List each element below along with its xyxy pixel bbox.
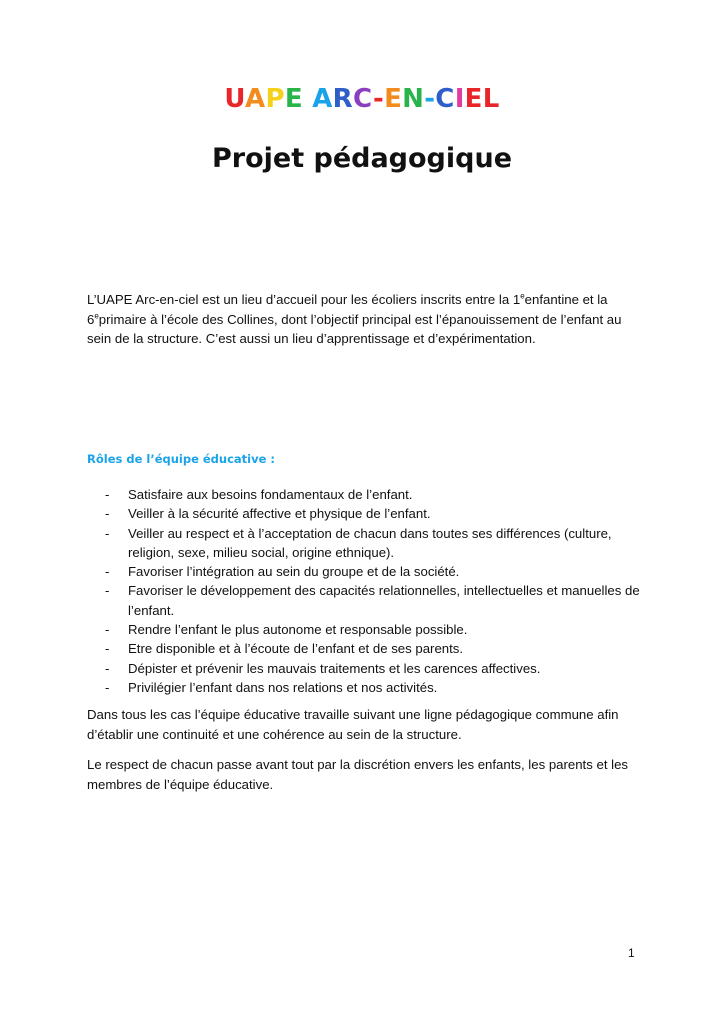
title-letter: P — [265, 84, 285, 114]
role-item — [87, 620, 647, 639]
intro-paragraph — [87, 290, 647, 349]
role-item-text: Favoriser le développement des capacités relationnelles, intellectuelles et manuelles de l’enfant. — [128, 583, 640, 618]
title-letter: R — [332, 84, 353, 114]
paragraph-discretion: Le respect de chacun passe avant tout par la discrétion envers les enfants, les parents et les membres de l’équipe éducative. — [87, 757, 629, 792]
role-item — [87, 678, 647, 697]
page-number: 1 — [628, 946, 635, 960]
title-letter: I — [454, 84, 465, 114]
role-item — [87, 659, 647, 678]
bullet-dash: - — [105, 679, 110, 695]
bullet-dash: - — [105, 506, 110, 522]
roles-list — [87, 485, 647, 697]
title-letter: - — [372, 84, 385, 114]
title-letter: E — [464, 84, 483, 114]
document-subtitle: Projet pédagogique — [211, 143, 513, 174]
bullet-dash: - — [105, 564, 110, 580]
bullet-dash: - — [105, 641, 110, 657]
role-item-text: Privilégier l’enfant dans nos relations et nos activités. — [128, 679, 438, 695]
title-letter: E — [284, 84, 303, 114]
document-title — [0, 84, 724, 114]
bullet-dash: - — [105, 622, 110, 638]
title-letter: E — [384, 84, 403, 114]
role-item — [87, 562, 647, 581]
title-letter: C — [353, 84, 373, 114]
title-letter: L — [482, 84, 500, 114]
title-letter — [303, 84, 312, 114]
intro-superscript-1: e — [520, 291, 525, 301]
role-item-text: Rendre l’enfant le plus autonome et responsable possible. — [128, 622, 468, 638]
title-letter: A — [312, 84, 333, 114]
intro-text-part3: primaire à l’école des Collines, dont l’objectif principal est l’épanouissement de l’enfant au sein de la structure. C’est aussi un lieu d’apprentissage et d’expérimentation. — [87, 311, 622, 346]
role-item-text: Satisfaire aux besoins fondamentaux de l’enfant. — [128, 487, 413, 502]
intro-text-part2: enfantine et la 6 — [87, 292, 608, 327]
role-item — [87, 485, 647, 504]
title-letter: - — [424, 84, 436, 114]
title-letter: C — [435, 84, 455, 114]
role-item — [87, 639, 647, 658]
role-item-text: Veiller au respect et à l’acceptation de chacun dans toutes ses différences (culture, religion, sexe, milieu social, origine ethnique). — [128, 525, 612, 560]
bullet-dash: - — [105, 660, 110, 676]
role-item-text: Etre disponible et à l’écoute de l’enfant et de ses parents. — [128, 641, 464, 657]
intro-text-part1: L’UAPE Arc-en-ciel est un lieu d’accueil pour les écoliers inscrits entre la 1 — [87, 292, 521, 307]
paragraph-pedagogical-line: Dans tous les cas l’équipe éducative travaille suivant une ligne pédagogique commune afin d’établir une continuité et une cohérence au sein de la structure. — [87, 707, 619, 742]
bullet-dash: - — [105, 487, 110, 502]
role-item-text: Favoriser l’intégration au sein du groupe et de la société. — [128, 564, 460, 580]
title-letter: A — [245, 84, 266, 114]
role-item — [87, 581, 647, 620]
intro-superscript-2: e — [94, 311, 99, 321]
title-letter: U — [224, 84, 246, 114]
bullet-dash: - — [105, 525, 110, 541]
role-item — [87, 504, 647, 523]
role-item — [87, 524, 647, 563]
role-item-text: Veiller à la sécurité affective et physique de l’enfant. — [128, 506, 431, 522]
roles-heading: Rôles de l’équipe éducative : — [87, 452, 276, 466]
bullet-dash: - — [105, 583, 110, 599]
title-letter: N — [402, 84, 425, 114]
role-item-text: Dépister et prévenir les mauvais traitements et les carences affectives. — [128, 660, 541, 676]
